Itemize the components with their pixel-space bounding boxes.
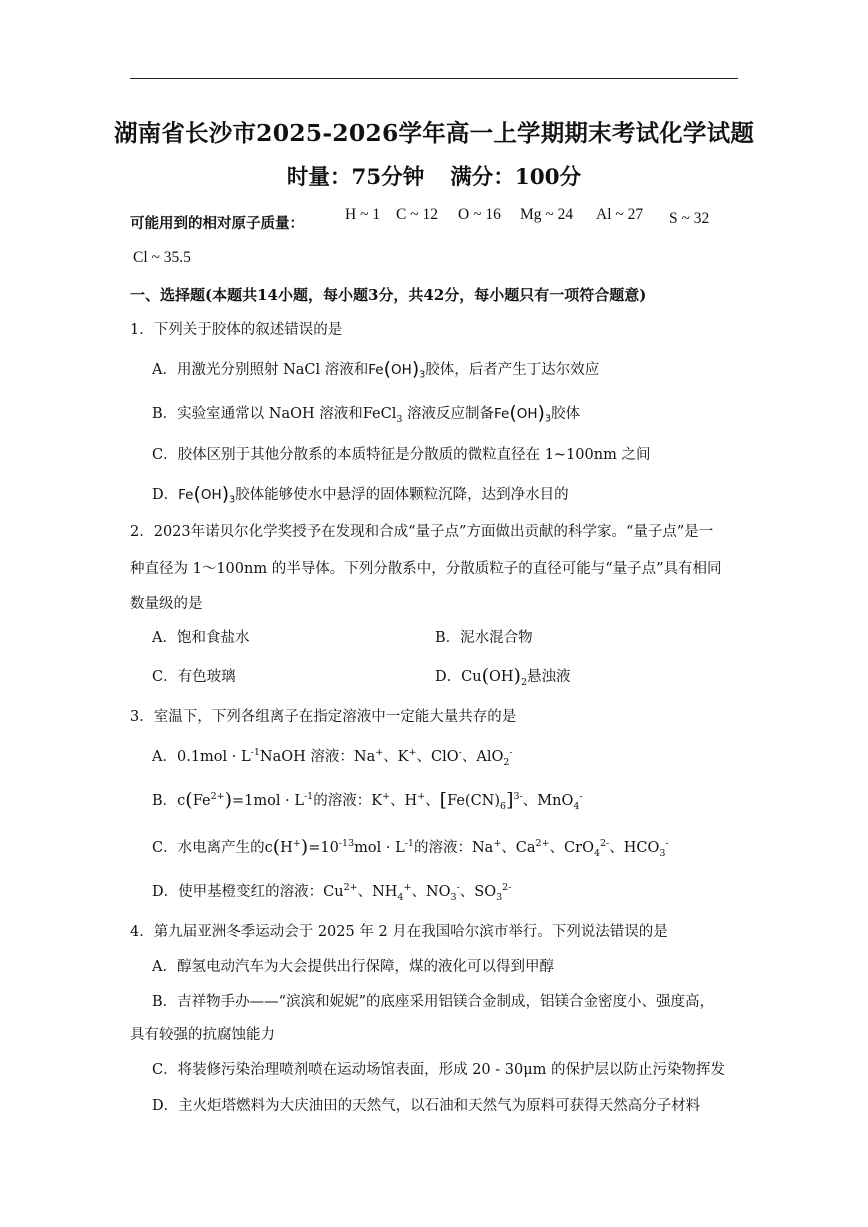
q3-option-c: C．水电离产生的$c(H^+)=10^{-13}mol \cdot L^{-1}$的溶液：Na+、$Ca^{2+}$、CrO$_4^{2-}$、$HCO_3^-$ [152, 836, 669, 859]
atomic-mass-label: 可能用到的相对原子质量： [130, 215, 304, 232]
q4-stem: 4．第九届亚洲冬季运动会于 2025 年 2 月在我国哈尔滨市举行。下列说法错误的是 [130, 924, 668, 940]
q4-option-a: A．醇氢电动汽车为大会提供出行保障，煤的液化可以得到甲醇 [152, 959, 554, 975]
page-title: 湖南省长沙市2025-2026学年高一上学期期末考试化学试题 [113, 119, 755, 147]
q2-option-b: B．泥水混合物 [435, 630, 533, 646]
q2-line-2: 种直径为 1～100nm 的半导体。下列分散系中，分散质粒子的直径可能与“量子点”具有相同 [130, 561, 722, 577]
mass-cl: Cl ~ 35.5 [133, 249, 191, 266]
q1-option-b: B．实验室通常以 NaOH 溶液和FeCl$_3$ 溶液反应制备$Fe(OH)_3$胶体 [152, 402, 581, 425]
q2-option-a: A．饱和食盐水 [152, 630, 250, 646]
section-heading: 一、选择题(本题共14小题，每小题3分，共42分，每小题只有一项符合题意) [130, 286, 647, 304]
q4-option-b-cont: 具有较强的抗腐蚀能力 [130, 1027, 275, 1043]
mass-c: C ~ 12 [396, 206, 438, 223]
mass-mg: Mg ~ 24 [520, 206, 574, 223]
q3-option-a: A．$0.1mol \cdot L^{-1}NaOH$ 溶液：Na+、K+、ClO-、AlO$_2$- [152, 747, 513, 768]
exam-info [0, 160, 868, 191]
q4-option-b: B．吉祥物手办——“滨滨和妮妮”的底座采用铝镁合金制成，铝镁合金密度小、强度高， [152, 994, 714, 1010]
q2-option-d: D．$Cu(OH)_2$悬浊液 [435, 665, 571, 688]
mass-o: O ~ 16 [458, 206, 501, 223]
q1-option-d: D．$Fe(OH)_3$胶体能够使水中悬浮的固体颗粒沉降，达到净水目的 [152, 483, 569, 506]
mass-al: Al ~ 27 [596, 206, 644, 223]
q3-option-d: D．使甲基橙变红的溶液：$Cu^{2+}$、$NH_4^+$、$NO_3^-$、$SO_3^{2-}$ [152, 882, 512, 903]
q2-line-3: 数量级的是 [130, 596, 203, 612]
q3-stem: 3．室温下，下列各组离子在指定溶液中一定能大量共存的是 [130, 709, 517, 725]
q1-option-c: C．胶体区别于其他分散系的本质特征是分散质的微粒直径在 1~100nm 之间 [152, 447, 651, 463]
q1-option-a: A．用激光分别照射 NaCl 溶液和$Fe(OH)_3$胶体，后者产生丁达尔效应 [152, 358, 600, 381]
q3-option-b: B．$c(Fe^{2+})=1mol \cdot L^{-1}$的溶液：K+、H+、$[Fe(CN)_6]^{3-}$、MnO$_4$- [152, 789, 583, 812]
exam-score: 满分：100分 [450, 165, 582, 190]
exam-time: 时量：75分钟 [286, 165, 425, 190]
header-rule [130, 78, 738, 79]
mass-h: H ~ 1 [345, 206, 381, 223]
q4-option-d: D．主火炬塔燃料为大庆油田的天然气，以石油和天然气为原料可获得天然高分子材料 [152, 1098, 701, 1114]
q2-option-c: C．有色玻璃 [152, 669, 236, 685]
q4-option-c: C．将装修污染治理喷剂喷在运动场馆表面，形成 20 - 30μm 的保护层以防止污染物挥发 [152, 1062, 726, 1078]
q1-stem: 1．下列关于胶体的叙述错误的是 [130, 322, 343, 338]
q2-line-1: 2．2023年诺贝尔化学奖授予在发现和合成“量子点”方面做出贡献的科学家。“量子点”是一 [130, 524, 714, 540]
mass-s: S ~ 32 [669, 210, 710, 227]
